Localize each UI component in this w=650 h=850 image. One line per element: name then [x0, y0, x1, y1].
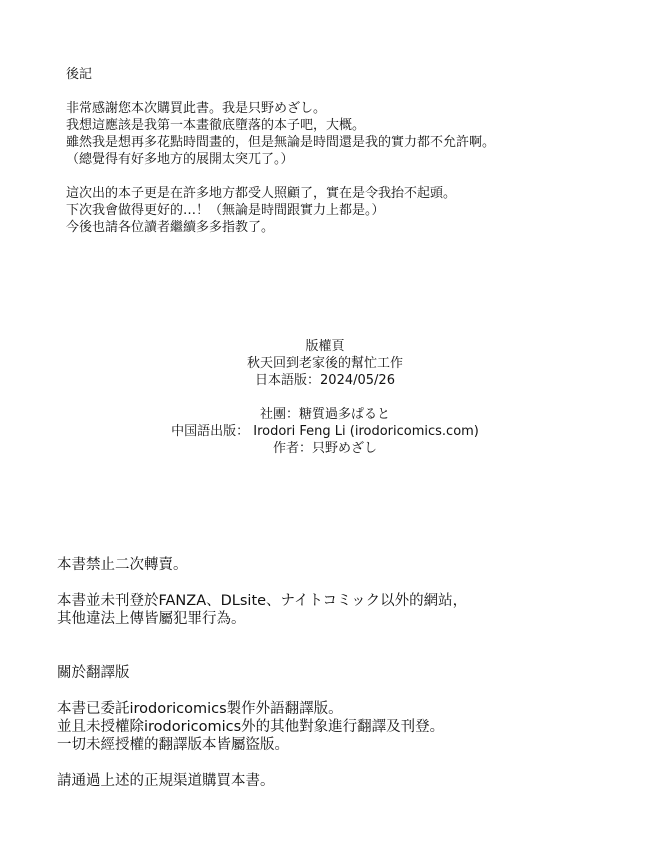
closing-notice-block [57, 772, 627, 790]
afterword-line: 非常感謝您本次購買此書。我是只野めざし。 [66, 101, 327, 116]
afterword-line: 我想這應該是我第一本畫徹底墮落的本子吧，大概。 [66, 118, 366, 133]
afterword-section [66, 66, 626, 253]
translation-heading: 關於翻譯版 [57, 665, 130, 681]
afterword-line: 下次我會做得更好的…！（無論是時間跟實力上都是。） [66, 203, 385, 218]
distribution-line: 其他違法上傳皆屬犯罪行為。 [57, 611, 246, 627]
jp-edition-date: 日本語版：2024/05/26 [255, 373, 395, 388]
notice-section [57, 556, 627, 808]
distribution-line: 本書並未刊登於FANZA、DLsite、ナイトコミック以外的網站， [57, 593, 468, 609]
translation-line: 並且未授權除irodoricomics外的其他對象進行翻譯及刊登。 [57, 719, 445, 735]
afterword-heading: 後記 [66, 67, 93, 82]
closing-notice: 請通過上述的正規渠道購買本書。 [57, 773, 275, 789]
afterword-line: 今後也請各位讀者繼續多多指教了。 [66, 220, 275, 235]
translation-line: 一切未經授權的翻譯版本皆屬盜版。 [57, 737, 289, 753]
cn-publisher: 中国語出版： Irodori Feng Li (irodoricomics.com) [171, 424, 479, 439]
translation-notice-block [57, 700, 627, 754]
afterword-line: 這次出的本子更是在許多地方都受人照顧了，實在是令我抬不起頭。 [66, 186, 457, 201]
colophon-title: 版權頁 [305, 339, 345, 354]
circle-name: 社團：糖質過多ぱると [259, 407, 390, 422]
colophon-section [0, 338, 650, 457]
book-title: 秋天回到老家後的幫忙工作 [246, 356, 403, 371]
afterword-line: （總覺得有好多地方的展開太突兀了。） [66, 152, 294, 167]
resale-notice-block [57, 556, 627, 574]
author-name: 作者：只野めざし [272, 441, 377, 456]
afterword-paragraph-1 [66, 100, 626, 168]
translation-heading-block [57, 664, 627, 682]
afterword-paragraph-2 [66, 185, 626, 236]
afterword-line: 雖然我是想再多花點時間畫的，但是無論是時間還是我的實力都不允許啊。 [66, 135, 496, 150]
translation-line: 本書已委託irodoricomics製作外語翻譯版。 [57, 701, 343, 717]
resale-notice: 本書禁止二次轉賣。 [57, 557, 188, 573]
distribution-notice-block [57, 592, 627, 628]
